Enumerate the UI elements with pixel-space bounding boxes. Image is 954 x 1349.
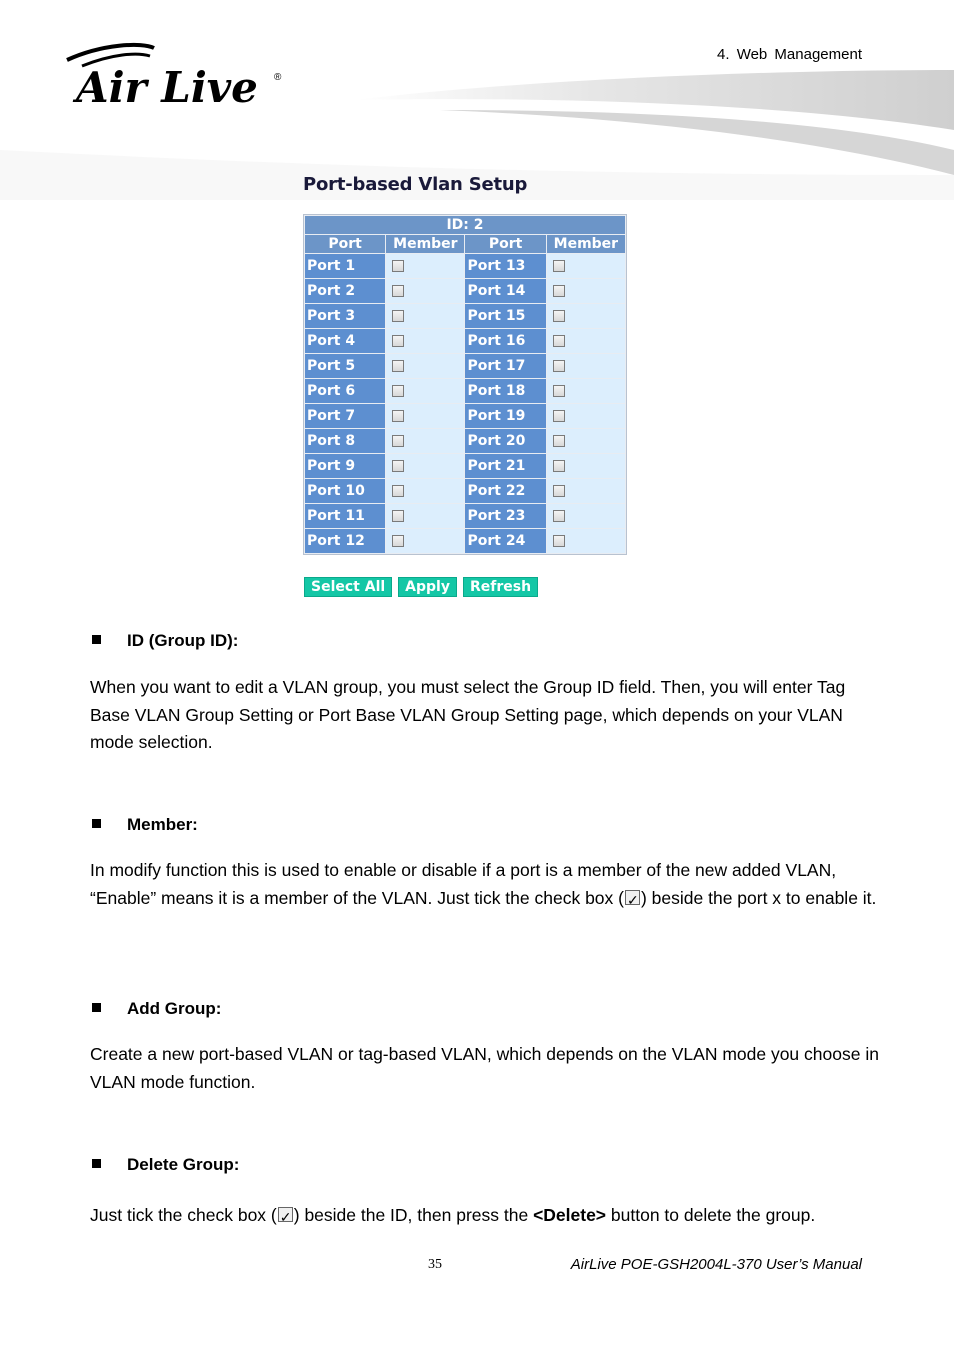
port-label: Port 11 <box>305 504 385 528</box>
port-label: Port 2 <box>305 279 385 303</box>
port-label: Port 6 <box>305 379 385 403</box>
port-label: Port 1 <box>305 254 385 278</box>
member-checkbox[interactable] <box>392 485 404 497</box>
text-part: In modify function this is used to enable or disable if a port is a member of the new added VLAN, “Enable” means it is a member of the VLAN. Just tick the check box ( <box>90 860 837 908</box>
table-row <box>305 354 625 378</box>
vlan-id-label: ID: 2 <box>305 216 625 234</box>
member-cell <box>547 254 625 278</box>
member-cell <box>547 304 625 328</box>
table-row <box>305 429 625 453</box>
member-cell <box>547 329 625 353</box>
table-row <box>305 254 625 278</box>
vlan-setup-screenshot <box>300 170 630 610</box>
port-label: Port 16 <box>465 329 545 353</box>
col-header-member: Member <box>386 235 464 253</box>
table-row <box>305 454 625 478</box>
member-cell <box>547 379 625 403</box>
member-checkbox[interactable] <box>392 510 404 522</box>
member-checkbox[interactable] <box>553 360 565 372</box>
member-checkbox[interactable] <box>553 260 565 272</box>
port-label: Port 9 <box>305 454 385 478</box>
table-row <box>305 504 625 528</box>
section-text-delete-group <box>90 1202 880 1230</box>
member-checkbox[interactable] <box>553 385 565 397</box>
vlan-member-table <box>303 214 627 555</box>
member-cell <box>386 529 464 553</box>
table-row <box>305 404 625 428</box>
text-part: ) beside the ID, then press the <box>293 1205 534 1225</box>
port-label: Port 14 <box>465 279 545 303</box>
logo-registered-mark: ® <box>274 72 282 83</box>
section-heading-member <box>92 815 198 835</box>
member-cell <box>386 404 464 428</box>
logo-text: Air Live <box>76 63 258 108</box>
table-row <box>305 304 625 328</box>
table-row <box>305 329 625 353</box>
member-cell <box>547 529 625 553</box>
member-checkbox[interactable] <box>392 360 404 372</box>
port-label: Port 17 <box>465 354 545 378</box>
port-label: Port 15 <box>465 304 545 328</box>
text-part: ) beside the port x to enable it. <box>640 887 877 908</box>
member-checkbox[interactable] <box>392 260 404 272</box>
section-text-id: When you want to edit a VLAN group, you must select the Group ID field. Then, you will enter Tag Base VLAN Group Setting or Port Base VLAN Group Setting page, which depends on your VLAN mode selection. <box>90 677 846 752</box>
member-cell <box>547 454 625 478</box>
port-label: Port 22 <box>465 479 545 503</box>
member-checkbox[interactable] <box>553 310 565 322</box>
member-cell <box>547 404 625 428</box>
vlan-setup-title: Port-based Vlan Setup <box>303 174 528 195</box>
member-checkbox[interactable] <box>553 435 565 447</box>
bullet-icon <box>92 635 101 644</box>
member-checkbox[interactable] <box>553 460 565 472</box>
port-label: Port 12 <box>305 529 385 553</box>
bullet-icon <box>92 1159 101 1168</box>
manual-title: AirLive POE-GSH2004L-370 User’s Manual <box>570 1256 862 1273</box>
text-part: Just tick the check box ( <box>90 1205 277 1225</box>
col-header-member: Member <box>547 235 625 253</box>
member-checkbox[interactable] <box>392 460 404 472</box>
port-label: Port 23 <box>465 504 545 528</box>
heading-text: Add Group: <box>127 999 222 1018</box>
member-checkbox[interactable] <box>553 535 565 547</box>
member-checkbox[interactable] <box>553 510 565 522</box>
port-label: Port 8 <box>305 429 385 453</box>
member-cell <box>547 429 625 453</box>
page-number: 35 <box>428 1257 442 1272</box>
heading-text: ID (Group ID): <box>127 631 239 650</box>
member-checkbox[interactable] <box>553 285 565 297</box>
member-cell <box>547 479 625 503</box>
member-cell <box>386 429 464 453</box>
member-cell <box>547 504 625 528</box>
port-label: Port 21 <box>465 454 545 478</box>
port-label: Port 10 <box>305 479 385 503</box>
action-buttons <box>304 577 538 597</box>
heading-text: Member: <box>127 815 198 834</box>
checked-checkbox-icon <box>278 1207 293 1222</box>
member-cell <box>386 504 464 528</box>
section-text-add-group: Create a new port-based VLAN or tag-based VLAN, which depends on the VLAN mode you choose in VLAN mode function. <box>90 1044 879 1092</box>
col-header-port: Port <box>465 235 545 253</box>
member-cell <box>386 379 464 403</box>
port-label: Port 4 <box>305 329 385 353</box>
bullet-icon <box>92 1003 101 1012</box>
heading-text: Delete Group: <box>127 1155 240 1174</box>
member-checkbox[interactable] <box>553 335 565 347</box>
port-label: Port 24 <box>465 529 545 553</box>
member-checkbox[interactable] <box>392 310 404 322</box>
member-cell <box>547 279 625 303</box>
table-row <box>305 479 625 503</box>
select-all-button[interactable]: Select All <box>304 577 392 597</box>
member-cell <box>386 329 464 353</box>
member-checkbox[interactable] <box>392 410 404 422</box>
port-label: Port 3 <box>305 304 385 328</box>
port-label: Port 18 <box>465 379 545 403</box>
port-label: Port 13 <box>465 254 545 278</box>
member-checkbox[interactable] <box>553 410 565 422</box>
member-cell <box>386 254 464 278</box>
table-row <box>305 279 625 303</box>
chapter-header: 4. Web Management <box>717 46 862 63</box>
member-checkbox[interactable] <box>392 435 404 447</box>
member-checkbox[interactable] <box>392 385 404 397</box>
checked-checkbox-icon <box>625 890 640 905</box>
member-checkbox[interactable] <box>392 285 404 297</box>
member-cell <box>547 354 625 378</box>
section-text-member <box>90 857 880 912</box>
section-heading-delete-group <box>92 1155 239 1175</box>
port-label: Port 5 <box>305 354 385 378</box>
port-label: Port 7 <box>305 404 385 428</box>
refresh-button[interactable]: Refresh <box>463 577 538 597</box>
bullet-icon <box>92 819 101 828</box>
member-cell <box>386 354 464 378</box>
port-label: Port 19 <box>465 404 545 428</box>
member-cell <box>386 279 464 303</box>
text-part: button to delete the group. <box>606 1205 816 1225</box>
member-checkbox[interactable] <box>553 485 565 497</box>
section-heading-id <box>92 631 238 651</box>
airlive-logo <box>62 42 292 108</box>
member-cell <box>386 304 464 328</box>
table-row <box>305 379 625 403</box>
delete-button-reference: <Delete> <box>533 1205 607 1225</box>
section-heading-add-group <box>92 999 221 1019</box>
apply-button[interactable]: Apply <box>398 577 457 597</box>
port-label: Port 20 <box>465 429 545 453</box>
col-header-port: Port <box>305 235 385 253</box>
member-cell <box>386 454 464 478</box>
member-checkbox[interactable] <box>392 335 404 347</box>
member-checkbox[interactable] <box>392 535 404 547</box>
table-row <box>305 529 625 553</box>
member-cell <box>386 479 464 503</box>
